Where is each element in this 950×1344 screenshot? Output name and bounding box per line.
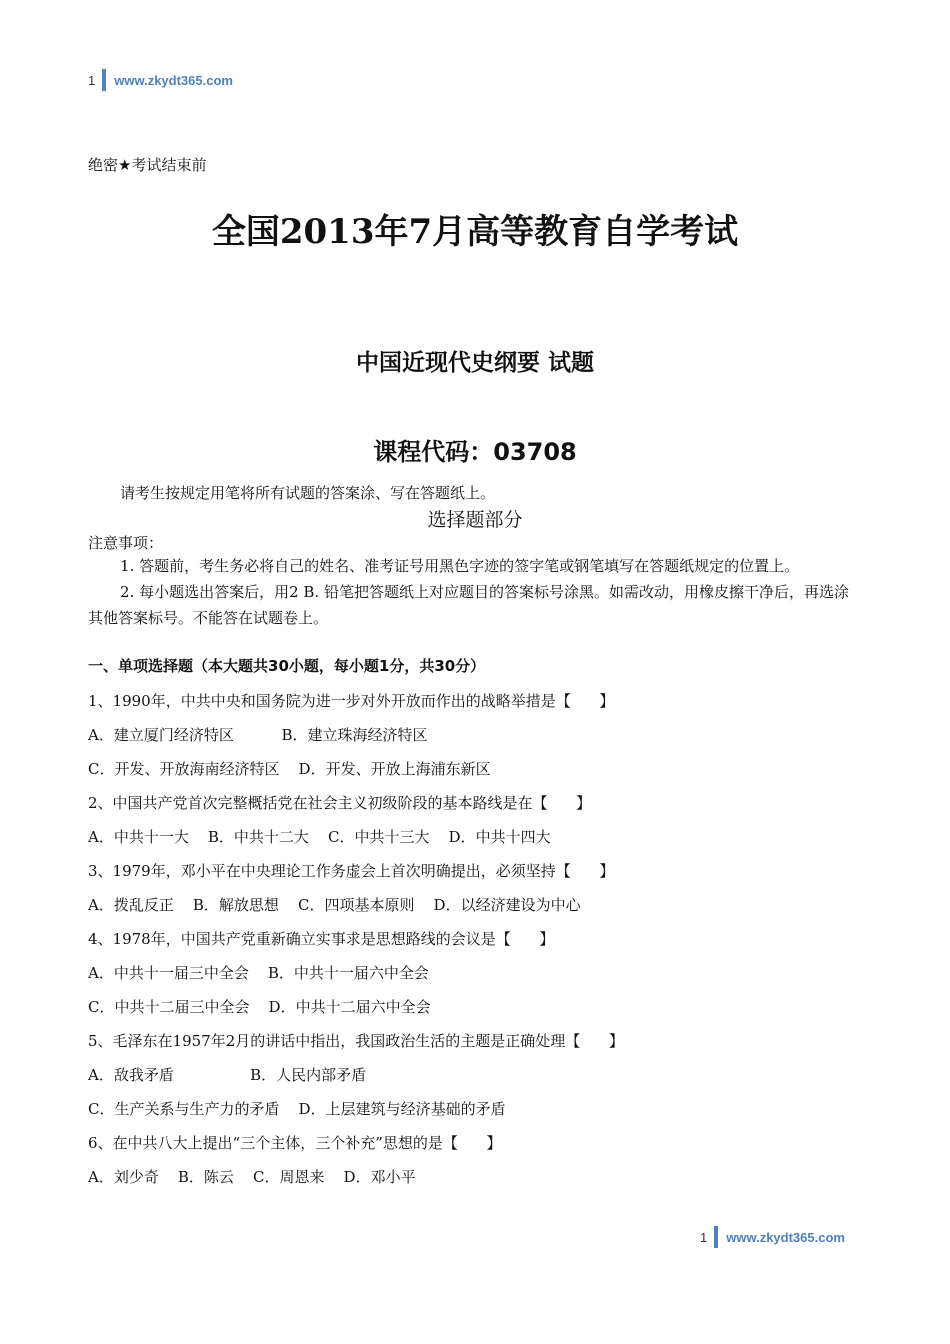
footer-divider [714, 1226, 718, 1248]
course-code: 课程代码：03708 [373, 438, 577, 466]
question-2-options: A．中共十一大 B．中共十二大 C．中共十三大 D．中共十四大 [88, 828, 551, 846]
question-5-options-ab: A．敌我矛盾 B．人民内部矛盾 [88, 1066, 367, 1084]
footer-page-number: 1 [700, 1229, 708, 1245]
question-3-options: A．拨乱反正 B．解放思想 C．四项基本原则 D．以经济建设为中心 [88, 896, 581, 914]
question-6: 6、在中共八大上提出“三个主体，三个补充”思想的是【 】 [88, 1134, 502, 1152]
exam-subject: 中国近现代史纲要 试题 [355, 350, 594, 376]
header-page-number: 1 [88, 72, 96, 88]
footer-url-link[interactable]: www.zkydt365.com [726, 1229, 845, 1245]
notes-label: 注意事项： [88, 534, 164, 552]
answer-instruction: 请考生按规定用笔将所有试题的答案涂、写在答题纸上。 [120, 484, 496, 502]
question-1: 1、1990年，中共中央和国务院为进一步对外开放而作出的战略举措是【 】 [88, 692, 615, 710]
note-2: 2. 每小题选出答案后，用2 B. 铅笔把答题纸上对应题目的答案标号涂黑。如需改动，用橡皮擦干净后，再选涂其他答案标号。不能答在试题卷上。 [88, 583, 849, 627]
page-footer [700, 1225, 845, 1249]
exam-title: 全国2013年7月高等教育自学考试 [211, 212, 739, 252]
question-4-options-cd: C．中共十二届三中全会 D．中共十二届六中全会 [88, 998, 431, 1016]
question-1-options-cd: C．开发、开放海南经济特区 D．开发、开放上海浦东新区 [88, 760, 491, 778]
note-1: 1. 答题前，考生务必将自己的姓名、准考证号用黑色字迹的签字笔或钢笔填写在答题纸规定的位置上。 [120, 557, 800, 575]
section-label: 选择题部分 [427, 509, 523, 531]
question-5-options-cd: C．生产关系与生产力的矛盾 D．上层建筑与经济基础的矛盾 [88, 1100, 506, 1118]
question-2: 2、中国共产党首次完整概括党在社会主义初级阶段的基本路线是在【 】 [88, 794, 592, 812]
question-3: 3、1979年，邓小平在中央理论工作务虚会上首次明确提出，必须坚持【 】 [88, 862, 615, 880]
question-5: 5、毛泽东在1957年2月的讲话中指出，我国政治生活的主题是正确处理【 】 [88, 1032, 624, 1050]
question-4-options-ab: A．中共十一届三中全会 B．中共十一届六中全会 [88, 964, 429, 982]
question-1-options-ab: A．建立厦门经济特区 B．建立珠海经济特区 [88, 726, 428, 744]
confidential-label: 绝密★考试结束前 [88, 156, 207, 174]
question-6-options: A．刘少奇 B．陈云 C．周恩来 D．邓小平 [88, 1168, 416, 1186]
question-4: 4、1978年，中国共产党重新确立实事求是思想路线的会议是【 】 [88, 930, 555, 948]
part-title: 一、单项选择题（本大题共30小题，每小题1分，共30分） [88, 657, 486, 675]
page-header [88, 68, 233, 92]
header-divider [102, 69, 106, 91]
header-url-link[interactable]: www.zkydt365.com [114, 72, 233, 88]
